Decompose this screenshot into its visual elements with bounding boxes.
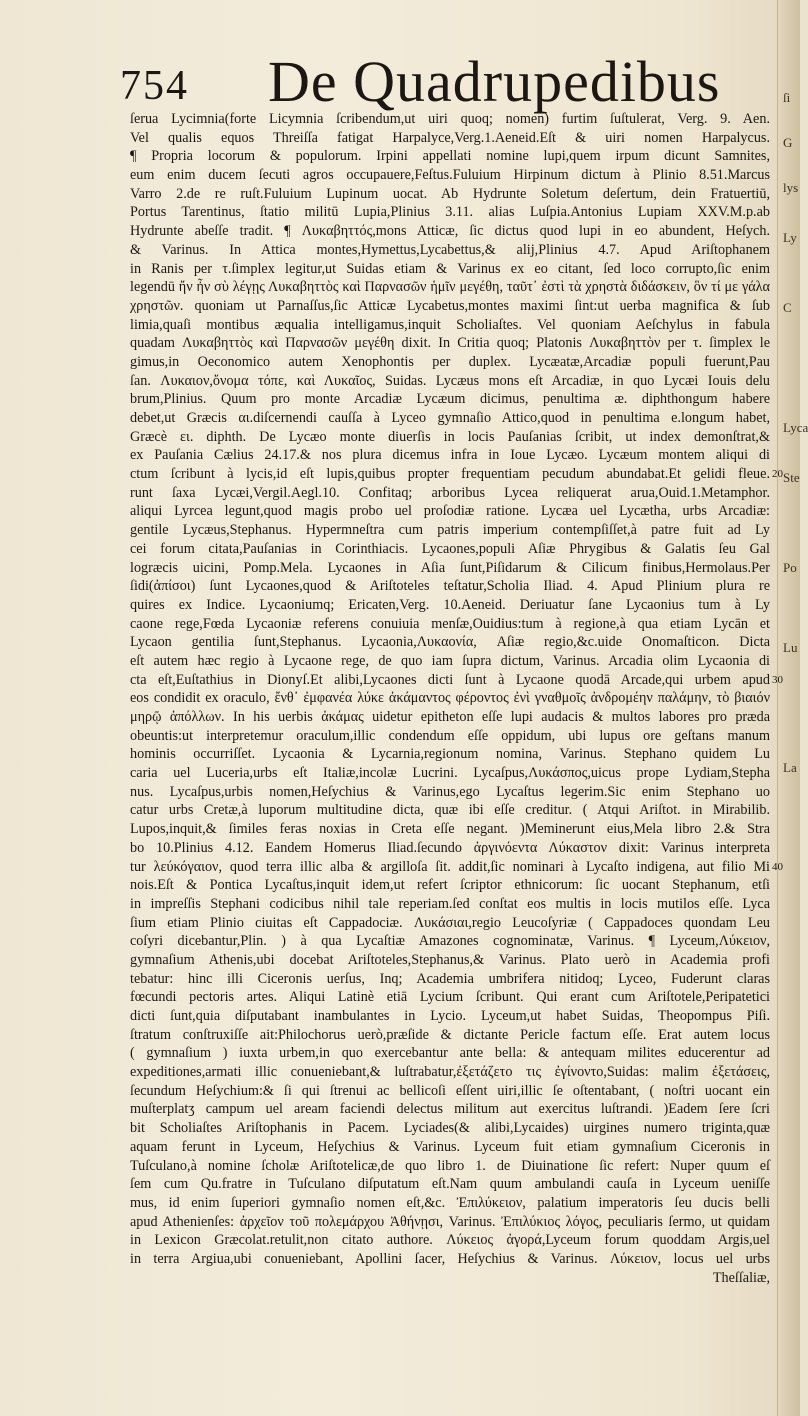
text-line: Hydrunte abeſſe tradit. ¶ Λυκαβηττός,mons Atticæ, ſic dictus quod lupi in eo abundent, Heſych.	[130, 223, 770, 240]
margin-line-number: 20	[772, 468, 783, 481]
text-line: dicti ſunt,quia diſputabant inambulantes in Lycio. Lyceum,ut habet Suidas, Theopompus Piſi.	[130, 1008, 770, 1024]
text-line: nus. Lycaſpus,urbis nomen,Heſychius & Varinus,ego Lycaſtus legerim.Sic enim Stephano uo	[130, 783, 770, 800]
text-line: fœcundi pectoris artes. Aliqui Latinè etiā Lycium ſcribunt. Qui erant cum Ariſtotele,Peripatetici	[130, 989, 770, 1006]
text-line: caone rege,Fœda Lycaoniæ referens conuiuia menſæ,Ouidius:tum à regione,à qua etiam Lycān et	[130, 615, 770, 632]
text-line: Lupos,inquit,& ſimiles feras noxias in Creta eſſe negant. )Meminerunt eius,Mela libro 2.& Stra	[130, 821, 770, 838]
text-line: gentile Lycæus,Stephanus. Hypermneſtra cum patris imperium contempſiſſet,à patre fuit ad Ly	[130, 522, 770, 539]
text-line: gimus,in Oeconomico autem Xenophontis per duplex. Lycæatæ,Arcadiæ populi fuerunt,Pau	[130, 353, 770, 370]
running-title: De Quadrupedibus	[268, 49, 721, 114]
text-line: μηρῷ ἀπόλλων. In his uerbis ἀκάμας uidetur epitheton eſſe lupi audacis & multos labores pro præda	[130, 709, 770, 725]
gutter-fragment: Ste	[783, 470, 800, 485]
text-line: logræcis uicini, Pomp.Mela. Lycaones in Aſia ſunt,Piſidarum & Cilicum finibus,Hermolaus.Per	[130, 559, 770, 576]
text-line: Lycaon gentilia ſunt,Stephanus. Lycaonia,Λυκαονία, Aſiæ regio,&c.uide Onomaſticon. Dicta	[130, 634, 770, 651]
text-line: catur urbs Cretæ,à luporum multitudine dicta, quæ ibi eſſe creditur. ( Atqui Ariſtot. in Mirabilib.	[130, 802, 770, 819]
text-line: ſecundum Heſychium:& ſi qui ſtrenui ac bellicoſi eſſent uiri,illic ſe oſtentabant, ( noſtri uocant ein	[130, 1082, 770, 1099]
text-line: χρηστῶν. quoniam ut Parnaſſus,ſic Atticæ Lycabetus,montes maximi ſint:ut uerba magnifica & ſub	[130, 297, 770, 314]
text-line: ctum ſcribunt à lycis,id eſt lupis,quibus propter frequentiam pecudum abundabat.Et gelidi fleue.	[130, 466, 770, 483]
text-line: coſyri dicebantur,Plin. ) à qua Lycaſtiæ Amazones cognominatæ, Varinus. ¶ Lyceum,Λύκειον,	[130, 933, 770, 950]
text-line: aliqui Lyrcea legunt,quod magis probo uel proſodiæ ratione. Lycæa uel Lycætha, urbs Arcadiæ:	[130, 503, 770, 520]
gutter-fragment: lys	[783, 180, 799, 195]
text-line: cei forum citata,Pauſanias in Corinthiacis. Lycaones,populi Aſiæ Phrygibus & Galatis ſeu Gal	[130, 540, 770, 557]
text-line: bit Scholiaſtes Ariſtophanis in Pacem. Lyciades(& alibi,Lycaides) uirgines numero triginta,quæ	[130, 1120, 770, 1137]
text-line: ſtratum conſtruxiſſe ait:Philochorus uerò,præſide & dictante Pericle factum eſſe. Erat autem locus	[130, 1026, 770, 1043]
text-line: ( gymnaſium ) iuxta urbem,in quo exercebantur ante bella: & antequam milites educerentur ad	[130, 1045, 770, 1062]
text-line: caria uel Luceria,urbs eſt Italiæ,incolæ Lucrini. Lycaſpus,Λυκάσπος,uicus prope Lydiam,Stepha	[130, 765, 770, 782]
text-line: ſerua Lycimnia(forte Licymnia ſcribendum,ut uiri quoq; nomen) furtim ſuſtulerat, Verg. 9. Aen.	[130, 111, 770, 127]
text-line: quires ex Indice. Lycaoniumq; Ericaten,Verg. 10.Aeneid. Deriuatur ſane Lycaonius tum à Ly	[130, 596, 770, 613]
text-line: runt ſaxa Lycæi,Vergil.Aegl.10. Confitaq; arboribus Lycea reliquerat arua,Ouid.1.Metamphor.	[130, 484, 770, 501]
text-line: brum,Plinius. Quum pro monte Arcadiæ Lycæum dicimus, penultima æ. diphthongum habere	[130, 391, 770, 408]
text-line: expeditiones,armati illic conueniebant,& luſtrabatur,ἐξετάζετο τις ἐγίνοντο,Suidas: malim ἐξετάσεις,	[130, 1064, 770, 1081]
gutter-fragment: Ly	[783, 230, 797, 245]
gutter-fragment: G	[783, 135, 793, 150]
text-line: apud Athenienſes: ἀρχεῖον τοῦ πολεμάρχου Ἀθήνῃσι, Varinus. Ἐπιλύκιος λόγος, peculiaris ſermo, ut quidam	[130, 1213, 770, 1230]
text-line: in Lexicon Græcolat.retulit,non citato authore. Λύκειος ἀγορά,Lyceum forum quoddam Argis,uel	[130, 1232, 770, 1249]
text-line: in Ranis per τ.ſimplex legitur,ut Suidas etiam & Varinus ex eo citant, ſed loco corrupto,ſic enim	[130, 260, 770, 277]
text-line: tebatur: hinc illi Ciceronis uerſus, Inq; Academia umbrifera nitidoq; Lyceo, Fuderunt claras	[130, 970, 770, 987]
page-header	[120, 49, 760, 114]
text-line: ¶ Propria locorum & populorum. Irpini appellati nomine lupi,quem irpum dicunt Samnites,	[130, 148, 770, 165]
text-line: Theſſaliæ,	[712, 1269, 770, 1286]
body-text	[130, 110, 770, 1287]
text-line: eos condidit ex oraculo, ἔνθ᾽ ἐμφανέα λύκε ἀκάμαντος φέροντος ἐνὶ γναθμοῖς ἀνδρομέην παλάμην, τὸ βιαιόν	[130, 690, 770, 707]
gutter-fragment: Lyca	[783, 420, 808, 435]
text-line: ſidi(ἀπίσοι) ſunt Lycaones,quod & Ariſtoteles teſtatur,Scholia Iliad. 4. Apud Plinium plura re	[130, 578, 770, 595]
text-line: Tuſculano,à nomine ſcholæ Ariſtotelicæ,de quo libro 1. de Diuinatione ſic refert: Nuper quum eſ	[130, 1157, 770, 1174]
text-line: gymnaſium Athenis,ubi docebat Ariſtoteles,Stephanus,& Varinus. Plato uerò in Academia profi	[130, 951, 770, 968]
text-line: Græcè ει. diphth. De Lycæo monte diuerſis in locis Pauſanias ſcribit, ut index demonſtrat,&	[130, 428, 770, 445]
gutter-fragment: C	[783, 300, 792, 315]
text-line: ſan. Λυκαιον,ὄνομα τόπε, καὶ Λυκαῖος, Suidas. Lycæus mons eſt Arcadiæ, in quo Lycæi Iouis delu	[130, 372, 770, 389]
text-line: Vel qualis equos Threiſſa fatigat Harpalyce,Verg.1.Aeneid.Eſt & uiri nomen Harpalycus.	[130, 129, 770, 146]
text-line: quadam Λυκαβηττὸς καὶ Παρνασῶν μεγέθη dixit. In Critia quoq; Platonis Λυκαβηττὸν per τ. ſimplex le	[130, 335, 770, 352]
text-line: ſium etiam Plinio ciuitas eſt Cappadociæ. Λυκάσιαι,regio Leucoſyriæ ( Cappadoces quondam Leu	[130, 914, 770, 931]
text-line: ex Pauſania Cælius 24.17.& nos plura dicemus infra in Ioue Lycæo. Lycæum montem aliqui di	[130, 447, 770, 464]
text-line: ſem cum Qu.fratre in Tuſculano diſputatum eſt.Nam quum ambulandi cauſa in Lyceum ueniſſe	[130, 1176, 770, 1193]
text-line: limia,quaſi montibus æqualia intelligamus,inquit Scholiaſtes. Vel quoniam Aeſchylus in fabula	[130, 316, 770, 333]
text-line: obeuntis:ut interpretemur oraculum,illic condendum eſſe oppidum, ubi lupus ore geſtans manum	[130, 727, 770, 744]
text-line: Portus Tarentinus, ſtatio militū Lupia,Plinius 3.11. alias Luſpia.Antonius Lupiam XXV.M.p.ab	[130, 204, 770, 221]
gutter-fragment: Po	[783, 560, 797, 575]
text-line: mus, id enim ſuperiori gymnaſio nomen eſt,&c. Ἐπιλύκειον, palatium imperatoris ſeu ducis belli	[130, 1194, 770, 1211]
text-line: bo 10.Plinius 4.12. Eandem Homerus Iliad.ſecundo ἀργινόεντα Λύκαστον dixit: Varinus interpreta	[130, 839, 770, 856]
text-line: tur λεύκόγαιον, quod terra illic alba & argilloſa ſit. addit,ſic nominari à Lycaſto indigena, aut filio Mi	[130, 858, 770, 875]
text-line: Varro 2.de re ruſt.Fuluium Lupinum uocat. Ab Hydrunte Soletum deſertum, dein Fratuertiū,	[130, 185, 770, 202]
text-line: legendū ἤν ἦν σὺ λέγῃς Λυκαβηττὸς καὶ Παρνασῶν ἡμῖν μεγέθη, ταῦτ᾽ ἐστὶ τὰ χρηστὰ διδάσκειν, ὃν τί με γάλα	[130, 279, 770, 296]
gutter-fragment: Lu	[783, 640, 798, 655]
text-line: eſt autem hæc regio à Lycaone rege, de quo iam ſupra dictum, Varinus. Arcadia olim Lycaonia di	[130, 652, 770, 669]
gutter-fragment: ſi	[783, 90, 791, 105]
page-number: 754	[120, 63, 189, 109]
margin-line-number: 40	[772, 861, 783, 873]
text-line: muſterplatʒ campum uel aream faciendi delectus militum aut exercitus luſtrandi. )Eadem ſere ſcri	[130, 1101, 770, 1118]
margin-line-number: 30	[772, 674, 783, 686]
text-line: in terra Argiua,ubi conueniebant, Apollini ſacer, Heſychius & Varinus. Λύκειον, locus uel urbs	[130, 1250, 770, 1267]
text-line: eum enim ducem ſecuti agros occupauere,Feſtus.Fuluium Hirpinum dictum à Plinio 8.51.Marcus	[130, 167, 770, 184]
gutter-fragment: La	[783, 760, 797, 775]
text-line: nois.Eſt & Pontica Lycaſtus,inquit idem,ut refert ſcriptor ethnicorum: ſic uocant Stephanum, etſi	[130, 877, 770, 894]
text-line: in impreſſis Stephani codicibus nihil tale reperiam.ſed conſtat eos multis in locis mutilos eſſe. Lyca	[130, 895, 770, 912]
text-line: & Varinus. In Attica montes,Hymettus,Lycabettus,& alij,Plinius 4.7. Apud Ariſtophanem	[130, 241, 770, 258]
facing-page-gutter	[777, 0, 808, 1416]
text-line: debet,ut Græcis αι.diſcernendi cauſſa à Lyceo gymnaſio Attico,quod in penultima e.longum habet,	[130, 410, 770, 426]
text-line: cta eſt,Euſtathius in Dionyſ.Et alibi,Lycaones dicti ſunt à Lycaone quodā Arcade,qui urbem apud	[130, 671, 770, 688]
text-line: hominis occurriſſet. Lycaonia & Lycarnia,regionum nomina, Varinus. Stephano quidem Lu	[130, 746, 770, 763]
text-line: aquam ferunt in Lyceum, Heſychius & Varinus. Lyceum fuit etiam gymnaſium Ciceronis in	[130, 1138, 770, 1155]
